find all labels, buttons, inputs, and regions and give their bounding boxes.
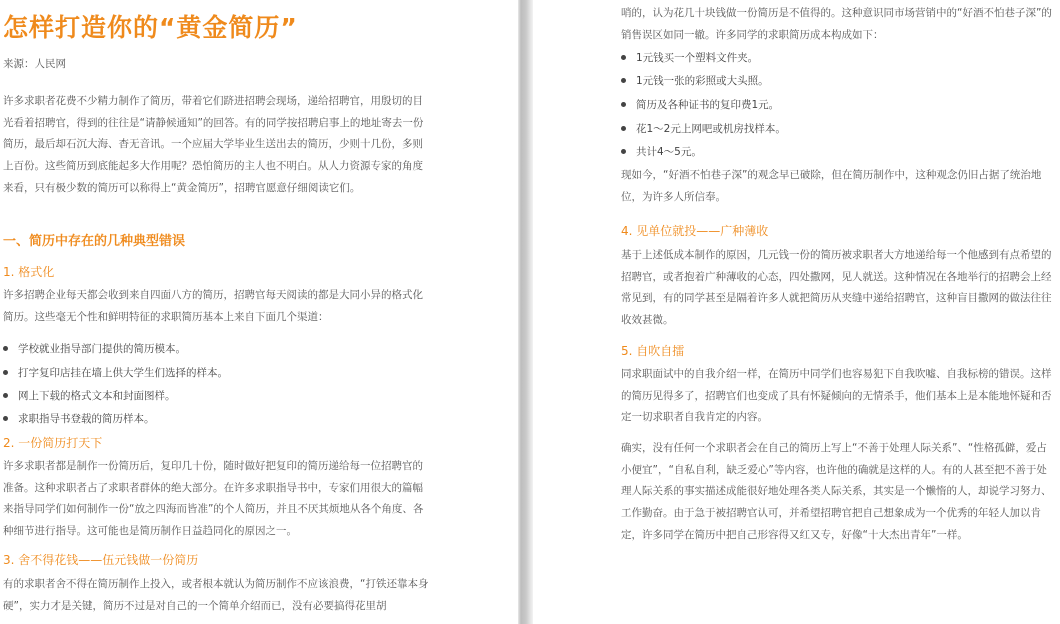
- article-title: 怎样打造你的“黄金简历”: [3, 13, 298, 42]
- list-item: 打字复印店挂在墙上供大学生们选择的样本。: [3, 365, 228, 380]
- right-page: [533, 0, 1060, 624]
- subheading-cheap: 3. 舍不得花钱——伍元钱做一份简历: [3, 553, 199, 567]
- left-page: [0, 0, 518, 624]
- subheading-self-praise: 5. 自吹自擂: [621, 344, 685, 358]
- after-list-paragraph: 现如今，“好酒不怕巷子深”的观念早已破除，但在简历制作中，这种观念仍旧占据了统治地位，为许多人所信奉。: [621, 169, 1042, 203]
- page-gutter: [518, 0, 533, 624]
- list-item: 简历及各种证书的复印费1元。: [621, 97, 779, 112]
- section-heading-1: 一、简历中存在的几种典型错误: [3, 234, 186, 249]
- format-paragraph: 许多招聘企业每天都会收到来自四面八方的简历，招聘官每天阅读的都是大同小异的格式化简历。这些毫无个性和鲜明特征的求职简历基本上来自下面几个渠道：: [3, 289, 423, 323]
- continued-paragraph: 哨的，认为花几十块钱做一份简历是不值得的。这种意识同市场营销中的“好酒不怕巷子深”的销售误区如同一辙。许多同学的求职简历成本构成如下：: [621, 7, 1052, 41]
- list-item: 花1～2元上网吧或机房找样本。: [621, 121, 786, 136]
- self-praise-paragraph-2: 确实，没有任何一个求职者会在自己的简历上写上“不善于处理人际关系”、“性格孤僻，爱占小便宜”，“自私自利，缺乏爱心”等内容，也许他的确就是这样的人。有的人甚至把不善于处理人际关系的事实描述成能很好地处理各类人际关系，其实是一个懒惰的人，却说学习努力、工作勤奋。由于急于被招聘官认可，并希望招聘官把自己想象成为一个优秀的年轻人加以肯定，许多同学在简历中把自己形容得又红又专，好像“十大杰出青年”一样。: [621, 442, 1052, 541]
- article-source: 来源：人民网: [3, 58, 66, 70]
- list-item: 求职指导书登载的简历样本。: [3, 411, 155, 426]
- intro-paragraph: 许多求职者花费不少精力制作了简历，带着它们跻进招聘会现场，递给招聘官，用殷切的目光看着招聘官，得到的往往是“请静候通知”的回答。有的同学按招聘启事上的地址寄去一份简历，最后却石沉大海、杳无音讯。一个应届大学毕业生送出去的简历，少则十几份，多则上百份。这些简历到底能起多大作用呢？恐怕简历的主人也不明白。从人力资源专家的角度来看，只有极少数的简历可以称得上“黄金简历”，招聘官愿意仔细阅读它们。: [3, 95, 424, 194]
- mass-send-paragraph: 基于上述低成本制作的原因，几元钱一份的简历被求职者大方地递给每一个他感到有点希望的招聘官，或者抱着广种薄收的心态，四处撒网，见人就送。这种情况在各地举行的招聘会上经常见到，有的同学甚至是隔着许多人就把简历从夹缝中递给招聘官，这种盲目撒网的做法往往收效甚微。: [621, 249, 1052, 327]
- subheading-one-resume: 2. 一份简历打天下: [3, 436, 103, 450]
- subheading-mass-send: 4. 见单位就投——广种薄收: [621, 224, 769, 238]
- list-item: 1元钱一张的彩照或大头照。: [621, 73, 769, 88]
- subheading-format: 1. 格式化: [3, 265, 55, 279]
- list-item: 网上下载的格式文本和封面图样。: [3, 388, 176, 403]
- list-item: 学校就业指导部门提供的简历模本。: [3, 341, 186, 356]
- list-item: 共计4～5元。: [621, 144, 702, 159]
- cheap-paragraph: 有的求职者舍不得在简历制作上投入，或者根本就认为简历制作不应该浪费，“打铁还靠本身硬”，实力才是关键，简历不过是对自己的一个简单介绍而已，没有必要搞得花里胡: [3, 578, 429, 612]
- self-praise-paragraph-1: 同求职面试中的自我介绍一样，在简历中同学们也容易犯下自我吹嘘、自我标榜的错误。这样的简历见得多了，招聘官们也变成了具有怀疑倾向的无情杀手，他们基本上是本能地怀疑和否定一切求职者自我肯定的内容。: [621, 368, 1052, 424]
- one-resume-paragraph: 许多求职者都是制作一份简历后，复印几十份，随时做好把复印的简历递给每一位招聘官的准备。这种求职者占了求职者群体的绝大部分。在许多求职指导书中，专家们用很大的篇幅来指导同学们如何制作一份“放之四海而皆准”的个人简历，并且不厌其烦地从各个角度、各种细节进行指导。这可能也是简历制作日益趋同化的原因之一。: [3, 460, 424, 538]
- list-item: 1元钱买一个塑料文件夹。: [621, 50, 758, 65]
